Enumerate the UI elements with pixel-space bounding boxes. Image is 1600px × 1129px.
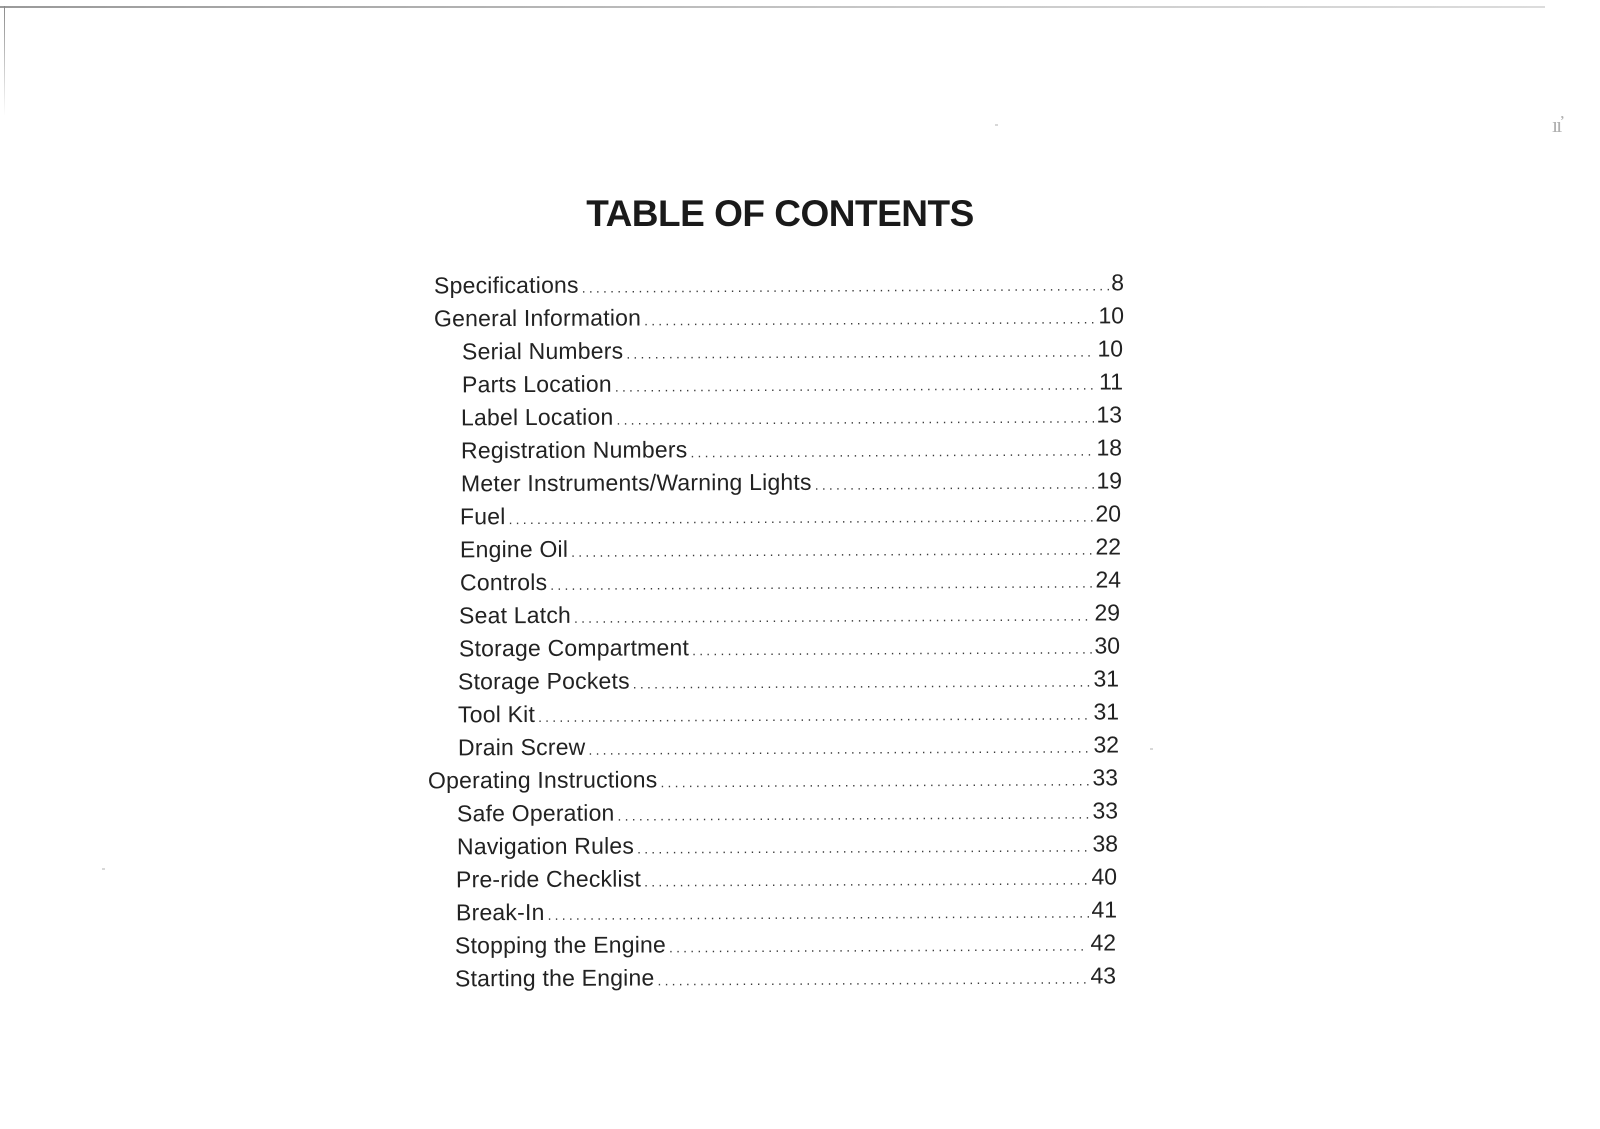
page-left-edge-line <box>4 6 5 116</box>
toc-entry-label: Navigation Rules <box>456 832 634 860</box>
toc-entry[interactable] <box>434 299 1124 335</box>
toc-entry[interactable] <box>458 695 1119 731</box>
table-of-contents <box>0 266 1600 992</box>
toc-entry-label: Storage Compartment <box>458 634 689 662</box>
toc-entry-label: Fuel <box>460 503 506 530</box>
toc-entry[interactable] <box>434 266 1124 302</box>
toc-entry[interactable] <box>456 827 1117 863</box>
toc-entry-label: Storage Pockets <box>458 667 631 695</box>
toc-entry-label: Starting the Engine <box>454 964 655 992</box>
toc-entry-label: Safe Operation <box>456 799 615 827</box>
toc-entry-page-number: 43 <box>1090 962 1117 989</box>
toc-entry-page-number: 32 <box>1093 731 1119 758</box>
toc-entry-page-number: 22 <box>1095 533 1122 560</box>
toc-entry-label: Pre-ride Checklist <box>456 865 642 893</box>
page-title: TABLE OF CONTENTS <box>586 192 974 234</box>
toc-entry-label: Operating Instructions <box>428 766 658 794</box>
toc-entry-page-number: 10 <box>1097 302 1124 329</box>
toc-entry-page-number: 20 <box>1095 500 1122 527</box>
toc-entry-label: Specifications <box>433 271 579 299</box>
toc-dot-leader <box>657 963 1088 998</box>
toc-entry[interactable] <box>455 926 1116 962</box>
toc-entry[interactable] <box>456 860 1117 896</box>
toc-entry-label: Tool Kit <box>457 700 536 728</box>
toc-entry[interactable] <box>428 761 1118 797</box>
toc-entry-page-number: 30 <box>1094 632 1120 659</box>
toc-entry-page-number: 33 <box>1092 797 1118 824</box>
toc-entry[interactable] <box>460 530 1121 566</box>
toc-entry-label: Parts Location <box>461 370 612 398</box>
toc-entry[interactable] <box>457 794 1118 830</box>
toc-entry[interactable] <box>460 497 1121 533</box>
toc-entry-page-number: 24 <box>1094 566 1121 593</box>
toc-entry-page-number: 42 <box>1090 929 1117 956</box>
toc-entry[interactable] <box>461 464 1122 500</box>
toc-entry-label: Break-In <box>455 898 545 926</box>
toc-entry-label: Seat Latch <box>459 601 572 629</box>
toc-entry[interactable] <box>461 431 1122 467</box>
toc-entry[interactable] <box>459 596 1120 632</box>
toc-dot-leader <box>814 468 1094 502</box>
toc-entry-page-number: 33 <box>1092 764 1119 791</box>
toc-entry-label: Registration Numbers <box>461 436 688 464</box>
toc-entry-page-number: 31 <box>1093 665 1120 692</box>
toc-entry-page-number: 40 <box>1091 863 1118 890</box>
toc-entry-label: Stopping the Engine <box>455 931 667 959</box>
toc-entry[interactable] <box>461 398 1122 434</box>
toc-entry[interactable] <box>456 893 1117 929</box>
toc-entry[interactable] <box>458 662 1119 698</box>
toc-entry[interactable] <box>462 365 1123 401</box>
toc-entry-page-number: 18 <box>1096 434 1123 461</box>
toc-entry-page-number: 41 <box>1091 896 1117 923</box>
toc-entry[interactable] <box>458 728 1119 764</box>
toc-entry[interactable] <box>459 629 1120 665</box>
toc-entry-label: Engine Oil <box>459 535 569 563</box>
toc-entry-label: Label Location <box>461 403 614 431</box>
corner-scan-mark: ıı̓ <box>1552 112 1561 137</box>
toc-entry[interactable] <box>462 332 1123 368</box>
toc-entry-page-number: 8 <box>1111 269 1125 296</box>
toc-entry-page-number: 31 <box>1093 698 1120 725</box>
toc-entry-page-number: 29 <box>1094 599 1121 626</box>
toc-entry-label: Drain Screw <box>457 733 586 761</box>
toc-entry-label: Serial Numbers <box>462 337 624 365</box>
page-top-edge-line <box>0 6 1545 8</box>
toc-entry-page-number: 10 <box>1097 335 1124 362</box>
toc-entry[interactable] <box>455 959 1116 995</box>
toc-entry-label: Controls <box>459 568 547 596</box>
toc-entry-page-number: 13 <box>1096 401 1123 428</box>
toc-entry-label: General Information <box>433 304 641 332</box>
toc-entry-label: Meter Instruments/Warning Lights <box>460 468 812 497</box>
toc-entry-page-number: 19 <box>1096 467 1122 494</box>
toc-entry[interactable] <box>460 563 1121 599</box>
scan-speck <box>995 124 998 126</box>
toc-entry-page-number: 38 <box>1091 830 1118 857</box>
toc-entry-page-number: 11 <box>1098 368 1123 395</box>
